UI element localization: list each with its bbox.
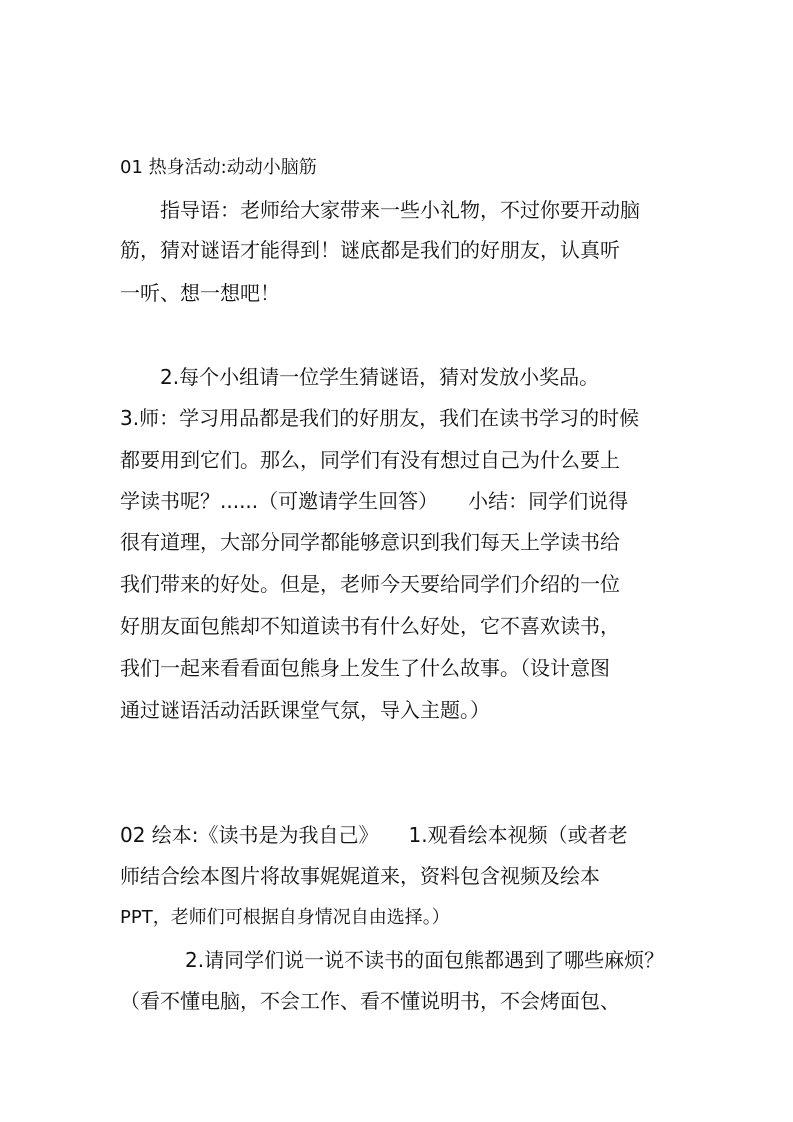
paragraph-line: 好朋友面包熊却不知道读书有什么好处，它不喜欢读书， [120, 614, 620, 638]
paragraph-line: 我们带来的好处。但是，老师今天要给同学们介绍的一位 [120, 572, 620, 596]
paragraph-line: 指导语：老师给大家带来一些小礼物，不过你要开动脑 [160, 198, 640, 222]
paragraph-line: 很有道理，大部分同学都能够意识到我们每天上学读书给 [120, 530, 620, 554]
paragraph-line: 我们一起来看看面包熊身上发生了什么故事。（设计意图 [120, 656, 610, 680]
paragraph-line: 师结合绘本图片将故事娓娓道来，资料包含视频及绘本 [120, 864, 600, 888]
paragraph-line: 通过谜语活动活跃课堂气氛，导入主题。） [120, 698, 490, 722]
paragraph-line: （看不懂电脑，不会工作、看不懂说明书，不会烤面包、 [120, 989, 620, 1013]
section-heading-picturebook: 02 绘本:《读书是为我自己》 1.观看绘本视频（或者老 [120, 823, 628, 847]
paragraph-line: 一听、想一想吧！ [120, 281, 280, 305]
paragraph-line: 3.师：学习用品都是我们的好朋友，我们在读书学习的时候 [120, 406, 640, 430]
paragraph-line: 2.每个小组请一位学生猜谜语，猜对发放小奖品。 [160, 365, 600, 389]
paragraph-line: 2.请同学们说一说不读书的面包熊都遇到了哪些麻烦？ [185, 948, 665, 972]
paragraph-line: PPT，老师们可根据自身情况自由选择。） [120, 907, 450, 928]
paragraph-line: 筋，猜对谜语才能得到！谜底都是我们的好朋友，认真听 [120, 238, 620, 262]
paragraph-line: 都要用到它们。那么，同学们有没有想过自己为什么要上 [120, 448, 620, 472]
section-heading-warmup: 01 热身活动:动动小脑筋 [120, 157, 317, 178]
paragraph-line: 学读书呢？......（可邀请学生回答） 小结：同学们说得 [120, 489, 629, 513]
